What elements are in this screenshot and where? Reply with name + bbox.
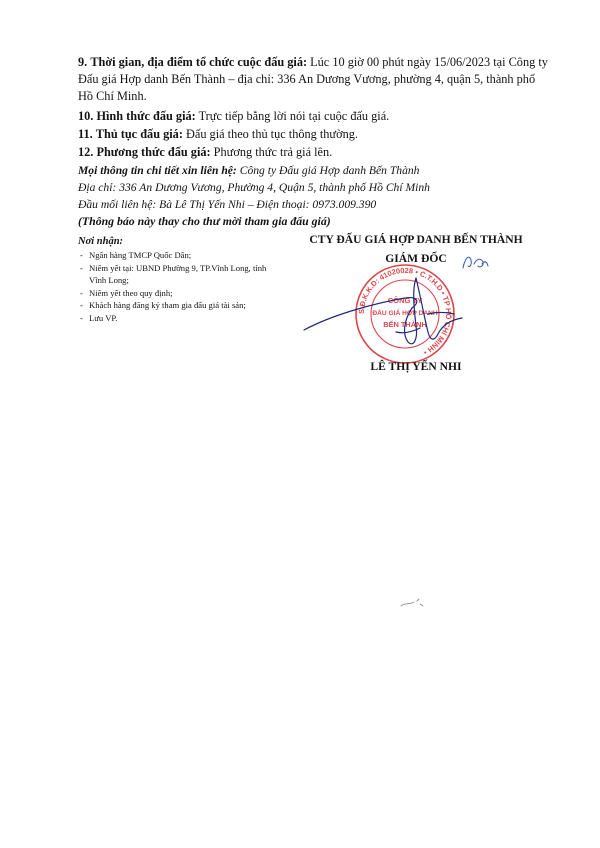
item-text: Đấu giá theo thủ tục thông thường. — [182, 127, 358, 141]
recipient-item: - Ngân hàng TMCP Quốc Dân; — [78, 249, 283, 262]
item-label: Phương thức đấu giá: — [96, 145, 211, 159]
contact-line-1 — [78, 162, 558, 179]
recipients-list — [78, 249, 283, 325]
handwritten-signature — [300, 268, 475, 354]
item-text: Lúc 10 giờ 00 phút ngày 15/06/2023 tại Công ty Đấu giá Hợp danh Bến Thành – địa chỉ: 336 An Dương Vương, phường 4, quận 5, thành phố Hồ Chí Minh. — [78, 55, 548, 103]
item-label: Thời gian, địa điểm tổ chức cuộc đấu giá: — [90, 55, 308, 69]
contact-person: Đầu mối liên hệ: Bà Lê Thị Yến Nhi – Điện thoại: 0973.009.390 — [78, 198, 377, 211]
seal-ring-text: S.Đ.K.K.D: 41020028 • C.T.H.D • TP HỒ CHÍ MINH • — [356, 265, 454, 358]
item-label: Thủ tục đấu giá: — [95, 127, 183, 141]
item-number: 12. — [78, 145, 94, 159]
initials-mark — [460, 250, 490, 274]
recipient-item: - Niêm yết tại: UBND Phường 9, TP.Vĩnh Long, tỉnh Vĩnh Long; — [78, 262, 283, 287]
item-11 — [78, 126, 548, 143]
item-number: 11. — [78, 127, 93, 141]
stray-mark — [398, 596, 428, 610]
item-9 — [78, 54, 548, 105]
seal-inner-line-2: ĐẤU GIÁ HỢP DANH — [372, 310, 438, 317]
contact-company: Công ty Đấu giá Hợp danh Bến Thành — [236, 164, 420, 177]
item-label: Hình thức đấu giá: — [96, 109, 196, 123]
contact-label: Mọi thông tin chi tiết xin liên hệ: — [78, 164, 237, 177]
item-12 — [78, 144, 548, 161]
item-text: Phương thức trả giá lên. — [210, 145, 333, 159]
item-number: 9. — [78, 55, 88, 69]
item-10 — [78, 108, 548, 125]
recipient-item: - Niêm yết theo quy định; — [78, 287, 283, 300]
contact-address: Địa chỉ: 336 An Dương Vương, Phường 4, Quận 5, thành phố Hồ Chí Minh — [78, 181, 430, 194]
invitation-note: (Thông báo này thay cho thư mời tham gia đấu giá) — [78, 214, 331, 228]
recipients-title: Nơi nhận: — [78, 236, 124, 247]
item-text: Trực tiếp bằng lời nói tại cuộc đấu giá. — [195, 109, 390, 123]
signer-role: GIÁM ĐỐC — [385, 252, 447, 265]
item-number: 10. — [78, 109, 94, 123]
seal-inner-line-1: CÔNG TY — [387, 296, 423, 305]
signer-name: LÊ THỊ YẾN NHI — [370, 360, 462, 373]
seal-inner-line-3: BẾN THÀNH — [383, 320, 427, 329]
signer-organization: CTY ĐẤU GIÁ HỢP DANH BẾN THÀNH — [309, 233, 523, 246]
recipient-item: - Lưu VP. — [78, 312, 283, 325]
recipient-item: - Khách hàng đăng ký tham gia đấu giá tài sản; — [78, 299, 283, 312]
